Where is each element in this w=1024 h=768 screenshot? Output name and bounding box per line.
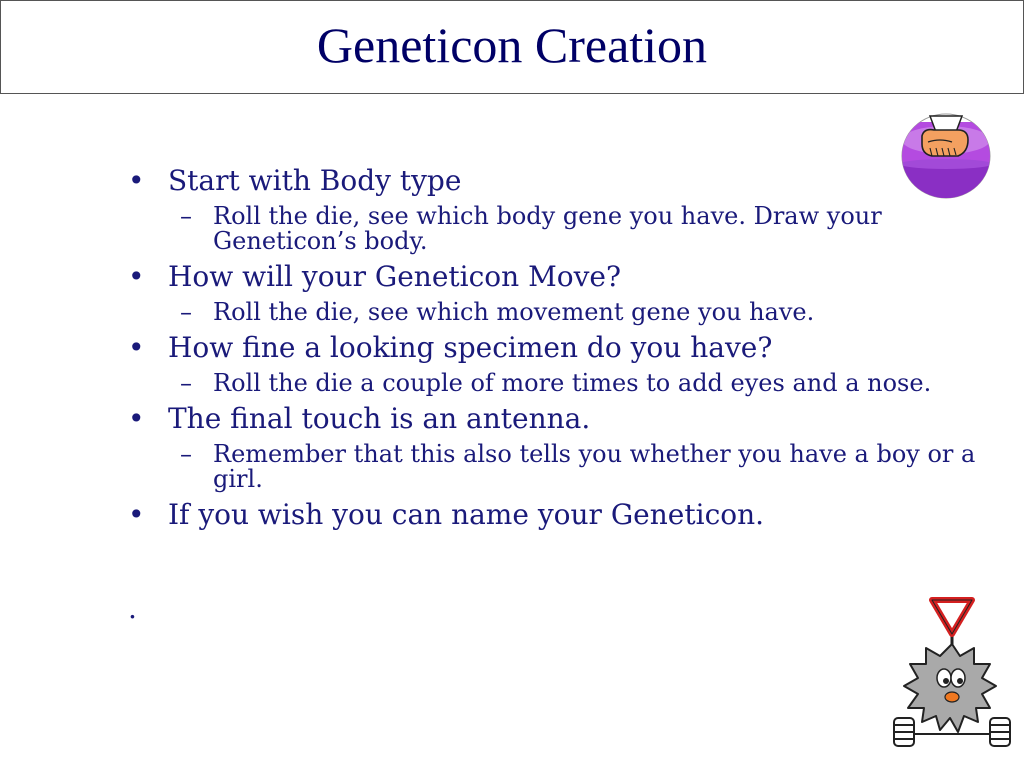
bullet-text: The final touch is an antenna. [168,402,591,435]
sub-bullet-text: Remember that this also tells you whether you have a boy or a girl. [213,440,976,493]
bullet-item [128,164,988,198]
slide-title: Geneticon Creation [316,17,708,73]
bullet-symbol: • [128,402,145,435]
bullet-item [128,331,988,365]
sub-bullet-item [128,300,988,325]
bullet-text: How fine a looking specimen do you have? [168,331,773,364]
sub-bullet-text: Roll the die, see which movement gene you have. [213,298,815,326]
sub-bullet-item [128,204,988,254]
sub-bullet-text: Roll the die a couple of more times to add eyes and a nose. [213,369,932,397]
bullet-symbol: • [128,498,145,531]
sub-bullet-symbol: – [180,202,192,230]
sub-bullet-symbol: – [180,440,192,468]
bullet-list [128,158,988,532]
sub-bullet-symbol: – [180,298,192,326]
bullet-symbol: • [128,260,145,293]
bullet-item [128,402,988,436]
sub-bullet-text: Roll the die, see which body gene you have. Draw your Geneticon’s body. [213,202,882,255]
bullet-item [128,498,988,532]
bullet-text: How will your Geneticon Move? [168,260,622,293]
geneticon-robot-clipart-icon [886,594,1016,754]
ball-hand-clipart-icon [900,112,992,202]
sub-bullet-item [128,442,988,492]
bullet-text: Start with Body type [168,164,462,197]
sub-bullet-item [128,371,988,396]
trailing-dot: . [128,592,137,625]
bullet-item [128,260,988,294]
bullet-text: If you wish you can name your Geneticon. [168,498,765,531]
bullet-symbol: • [128,331,145,364]
title-box [0,0,1024,94]
sub-bullet-symbol: – [180,369,192,397]
bullet-symbol: • [128,164,145,197]
